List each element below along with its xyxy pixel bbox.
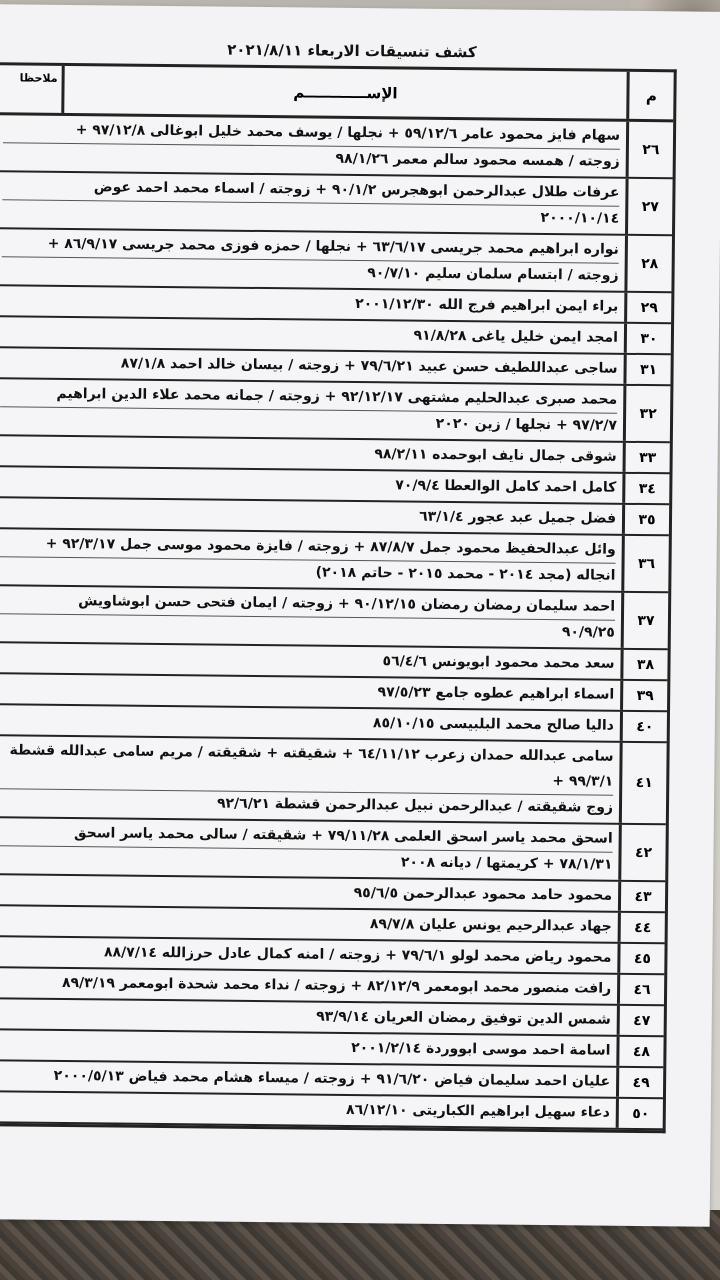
table-row: [0, 379, 670, 443]
table-header-row: [0, 65, 674, 122]
row-number: ٥٠: [616, 1099, 663, 1128]
row-entry: [0, 467, 622, 503]
row-entry: [0, 348, 624, 384]
row-entry: [0, 875, 618, 911]
row-number: ٣٨: [620, 650, 667, 679]
row-entry: [0, 529, 622, 591]
row-number: ٣٢: [623, 386, 671, 441]
entry-line: وائل عبدالحفيظ محمود جمل ٨٧/٨/٧ + زوجته / فايزة محمود موسى جمل ٩٢/٣/١٧ +: [0, 531, 616, 563]
header-notes: ملاحظا: [19, 71, 58, 85]
document-title: كشف تنسيقات الاربعاء ٢٠٢١/٨/١١: [227, 40, 477, 62]
row-number: ٢٧: [625, 179, 673, 234]
entry-line: احمد سليمان رمضان رمضان ٩٠/١٢/١٥ + زوجته / ايمان فتحى حسن ابوشاويش: [0, 588, 615, 620]
row-number: ٣٧: [621, 593, 669, 648]
row-number: ٣١: [623, 355, 670, 384]
row-entry: [0, 968, 617, 1004]
entry-line: عليان احمد سليمان فياض ٩١/٦/٢٠ + زوجته / ميساء هشام محمد فياض ٢٠٠٠/٥/١٣: [53, 1067, 611, 1090]
row-number: ٤٤: [618, 913, 665, 942]
entry-line: ساجى عبداللطيف حسن عبيد ٧٩/٦/٢١ + زوجته / بيسان خالد احمد ٨٧/١/٨: [120, 355, 618, 377]
entry-line: فضل جميل عبد عجور ٦٣/١/٤: [419, 508, 617, 527]
table-row: [0, 736, 667, 825]
row-number: ٣٤: [622, 474, 669, 503]
table-row: [0, 229, 672, 293]
row-number: ٤٨: [616, 1037, 663, 1066]
row-entry: [0, 229, 625, 291]
header-number: م: [626, 72, 673, 119]
entry-line: محمد صبرى عبدالحليم مشتهى ٩٢/١٢/١٧ + زوجته / جمانه محمد علاء الدين ابراهيم: [0, 381, 617, 413]
entry-line: زوجته / همسه محمود سالم معمر ٩٨/١/٢٦: [335, 150, 620, 170]
row-number: ٢٨: [624, 236, 672, 291]
row-number: ٣٥: [622, 505, 669, 534]
entry-line: سعد محمد محمود ابويونس ٥٦/٤/٦: [382, 653, 615, 672]
entry-line: انجاله (مجد ٢٠١٤ - محمد ٢٠١٥ - حاتم ٢٠١٨): [315, 564, 616, 584]
entry-line: نواره ابراهيم محمد جريسى ٦٣/٦/١٧ + نجلها / حمزه فوزى محمد جريسى ٨٦/٩/١٧ +: [2, 231, 619, 263]
table-row: [0, 115, 673, 179]
row-entry: [0, 999, 617, 1035]
entry-line: اسحق محمد ياسر اسحق العلمى ٧٩/١١/٢٨ + شقيقته / سالى محمد ياسر اسحق: [0, 820, 613, 852]
entry-line: رافت منصور محمد ابومعمر ٨٢/١٢/٩ + زوجته / نداء محمد شحدة ابومعمر ٨٩/٣/١٩: [61, 974, 612, 997]
row-entry: [0, 736, 620, 823]
row-number: ٣٦: [621, 536, 669, 591]
entry-line: ٩٠/٩/٢٥: [561, 624, 615, 641]
row-entry: [0, 436, 623, 472]
names-table: [0, 62, 677, 1133]
row-number: ٣٩: [620, 681, 667, 710]
row-entry: [0, 643, 621, 679]
table-body: [0, 115, 673, 1130]
entry-line: شمس الدين توفيق رمضان العريان ٩٣/٩/١٤: [316, 1008, 611, 1028]
row-entry: [0, 172, 626, 234]
row-entry: [0, 674, 620, 710]
entry-line: كامل احمد كامل الوالعطا ٧٠/٩/٤: [395, 477, 617, 496]
row-number: ٢٩: [624, 293, 671, 322]
entry-line: زوج شقيقته / عبدالرحمن نبيل عبدالرحمن قشطة ٩٢/٦/٢١: [216, 795, 614, 816]
row-entry: [0, 818, 619, 880]
row-number: ٤٠: [620, 712, 667, 741]
table-row: [0, 818, 666, 882]
table-row: [0, 529, 669, 593]
row-entry: [0, 1061, 616, 1097]
entry-line: زوجته / ابتسام سلمان سليم ٩٠/٧/١٠: [367, 265, 619, 284]
row-entry: [0, 498, 622, 534]
table-row: [0, 586, 668, 650]
row-entry: [0, 586, 621, 648]
entry-line: اسامة احمد موسى ابووردة ٢٠٠١/٢/١٤: [351, 1039, 611, 1059]
row-number: ٤١: [619, 743, 667, 823]
row-number: ٤٧: [617, 1006, 664, 1035]
header-name: الإســــــــــــم: [61, 66, 626, 119]
row-number: ٤٩: [616, 1068, 663, 1097]
entry-line: محمود رياض محمد لولو ٧٩/٦/١ + زوجته / امنه كمال عادل حرزالله ٨٨/٧/١٤: [103, 944, 612, 966]
entry-line: امجد ايمن خليل ياغى ٩١/٨/٢٨: [413, 327, 619, 346]
entry-line: ٩٧/٢/٧ + نجلها / زين ٢٠٢٠: [435, 415, 618, 434]
row-number: ٤٥: [617, 944, 664, 973]
row-entry: [0, 115, 626, 177]
table-row: [0, 1092, 663, 1130]
entry-line: براء ايمن ابراهيم فرج الله ٢٠٠١/١٢/٣٠: [355, 295, 619, 315]
document-page: [0, 4, 720, 1227]
row-entry: [0, 937, 618, 973]
row-entry: [0, 379, 623, 441]
row-entry: [0, 906, 618, 942]
entry-line: جهاد عبدالرحيم يونس عليان ٨٩/٧/٨: [369, 916, 612, 935]
entry-line: سهام فايز محمود عامر ٥٩/١٢/٦ + نجلها / يوسف محمد خليل ابوغالى ٩٧/١٢/٨ +: [3, 117, 620, 149]
row-entry: [0, 1092, 616, 1128]
table-row: [0, 172, 673, 236]
entry-line: شوقى جمال نايف ابوحمده ٩٨/٢/١١: [374, 446, 617, 465]
row-entry: [0, 1030, 617, 1066]
row-entry: [0, 317, 624, 353]
row-number: ٣٣: [623, 443, 670, 472]
entry-line: ٧٨/١/٣١ + كريمتها / ديانه ٢٠٠٨: [400, 854, 613, 873]
row-entry: [0, 286, 624, 322]
entry-line: سامى عبدالله حمدان زعرب ٦٤/١١/١٢ + شقيقته + شقيقته / مريم سامى عبدالله قشطة ٩٩/٣/١ +: [0, 738, 614, 795]
entry-line: ٢٠٠٠/١٠/١٤: [540, 209, 620, 227]
row-number: ٣٠: [624, 324, 671, 353]
row-number: ٢٦: [626, 122, 674, 177]
row-number: ٤٣: [618, 882, 665, 911]
entry-line: دعاء سهيل ابراهيم الكباريتى ٨٦/١٢/١٠: [346, 1101, 610, 1121]
row-number: ٤٦: [617, 975, 664, 1004]
entry-line: داليا صالح محمد البلبيسى ٨٥/١٠/١٥: [372, 715, 614, 734]
entry-line: محمود حامد محمود عبدالرحمن ٩٥/٦/٥: [353, 885, 613, 904]
row-entry: [0, 705, 620, 741]
row-number: ٤٢: [618, 825, 666, 880]
entry-line: اسماء ابراهيم عطوه جامع ٩٧/٥/٢٣: [377, 684, 615, 703]
entry-line: عرفات طلال عبدالرحمن ابوهجرس ٩٠/١/٢ + زوجته / اسماء محمد احمد عوض: [2, 174, 619, 206]
